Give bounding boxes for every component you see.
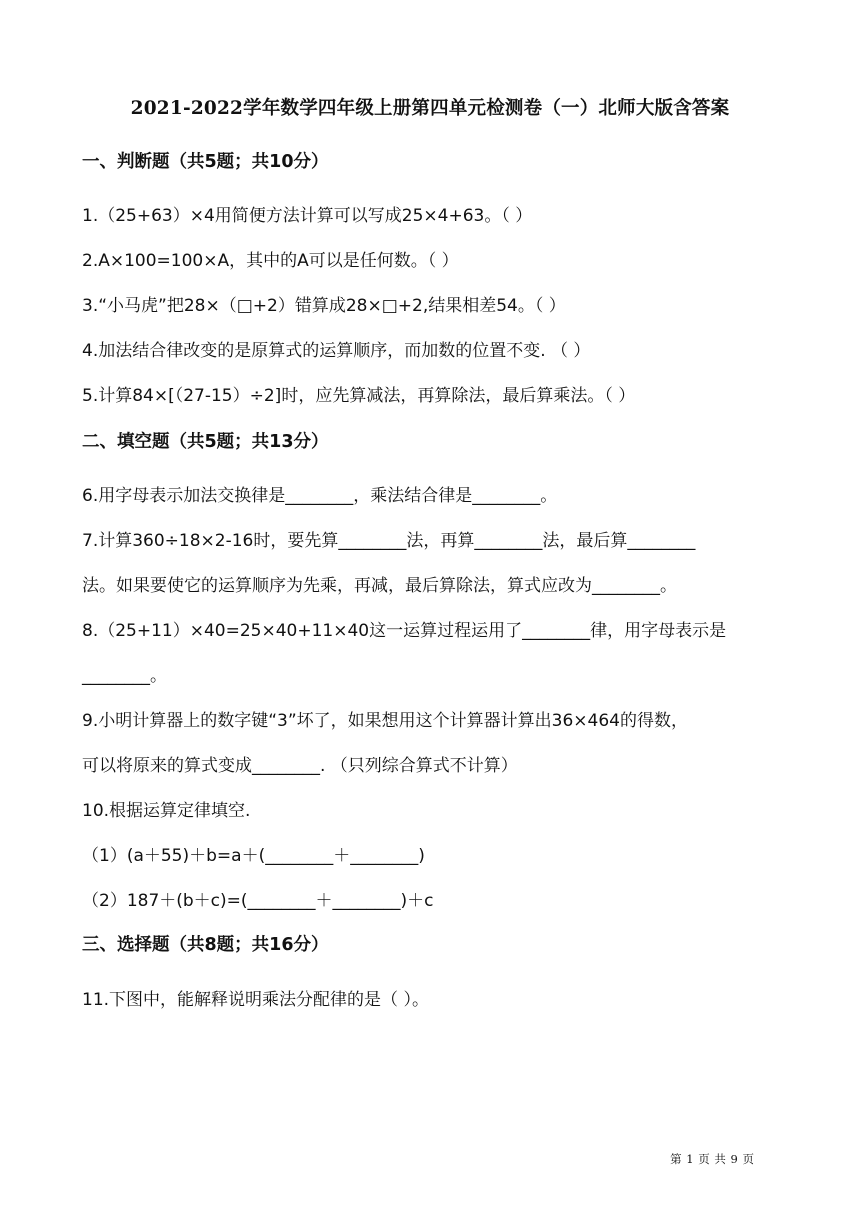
page-footer: 第 1 页 共 9 页 <box>670 1152 754 1166</box>
section-heading-judgment: 一、判断题（共5题；共10分） <box>82 152 329 172</box>
question-4: 4.加法结合律改变的是原算式的运算顺序，而加数的位置不变. （ ） <box>82 341 591 361</box>
question-10-part-1: （1）(a＋55)＋b=a＋(________＋________) <box>82 846 425 866</box>
question-9-line-2: 可以将原来的算式变成________. （只列综合算式不计算） <box>82 756 518 776</box>
section-heading-fill-in: 二、填空题（共5题；共13分） <box>82 432 329 452</box>
question-11: 11.下图中，能解释说明乘法分配律的是（ ）。 <box>82 990 429 1010</box>
question-6: 6.用字母表示加法交换律是________，乘法结合律是________。 <box>82 486 558 506</box>
question-9-line-1: 9.小明计算器上的数字键“3”坏了，如果想用这个计算器计算出36×464的得数， <box>82 711 688 731</box>
question-10-part-2: （2）187＋(b＋c)=(________＋________)＋c <box>82 891 434 911</box>
question-5: 5.计算84×[（27-15）÷2]时，应先算减法，再算除法，最后算乘法。（ ） <box>82 386 636 406</box>
question-7-line-1: 7.计算360÷18×2-16时，要先算________法，再算________法，最后算________ <box>82 531 696 551</box>
question-8-line-1: 8.（25+11）×40=25×40+11×40这一运算过程运用了________律，用字母表示是 <box>82 621 727 641</box>
question-7-line-2: 法。如果要使它的运算顺序为先乘，再减，最后算除法，算式应改为________。 <box>82 576 677 596</box>
question-3: 3.“小马虎”把28×（□+2）错算成28×□+2,结果相差54。（ ） <box>82 296 566 316</box>
page-title: 2021-2022学年数学四年级上册第四单元检测卷（一）北师大版含答案 <box>130 98 730 119</box>
question-10: 10.根据运算定律填空. <box>82 801 251 821</box>
section-heading-multiple-choice: 三、选择题（共8题；共16分） <box>82 935 329 955</box>
question-1: 1.（25+63）×4用简便方法计算可以写成25×4+63。（ ） <box>82 206 533 226</box>
question-2: 2.A×100=100×A，其中的A可以是任何数。（ ） <box>82 251 459 271</box>
question-8-line-2: ________。 <box>82 666 167 686</box>
